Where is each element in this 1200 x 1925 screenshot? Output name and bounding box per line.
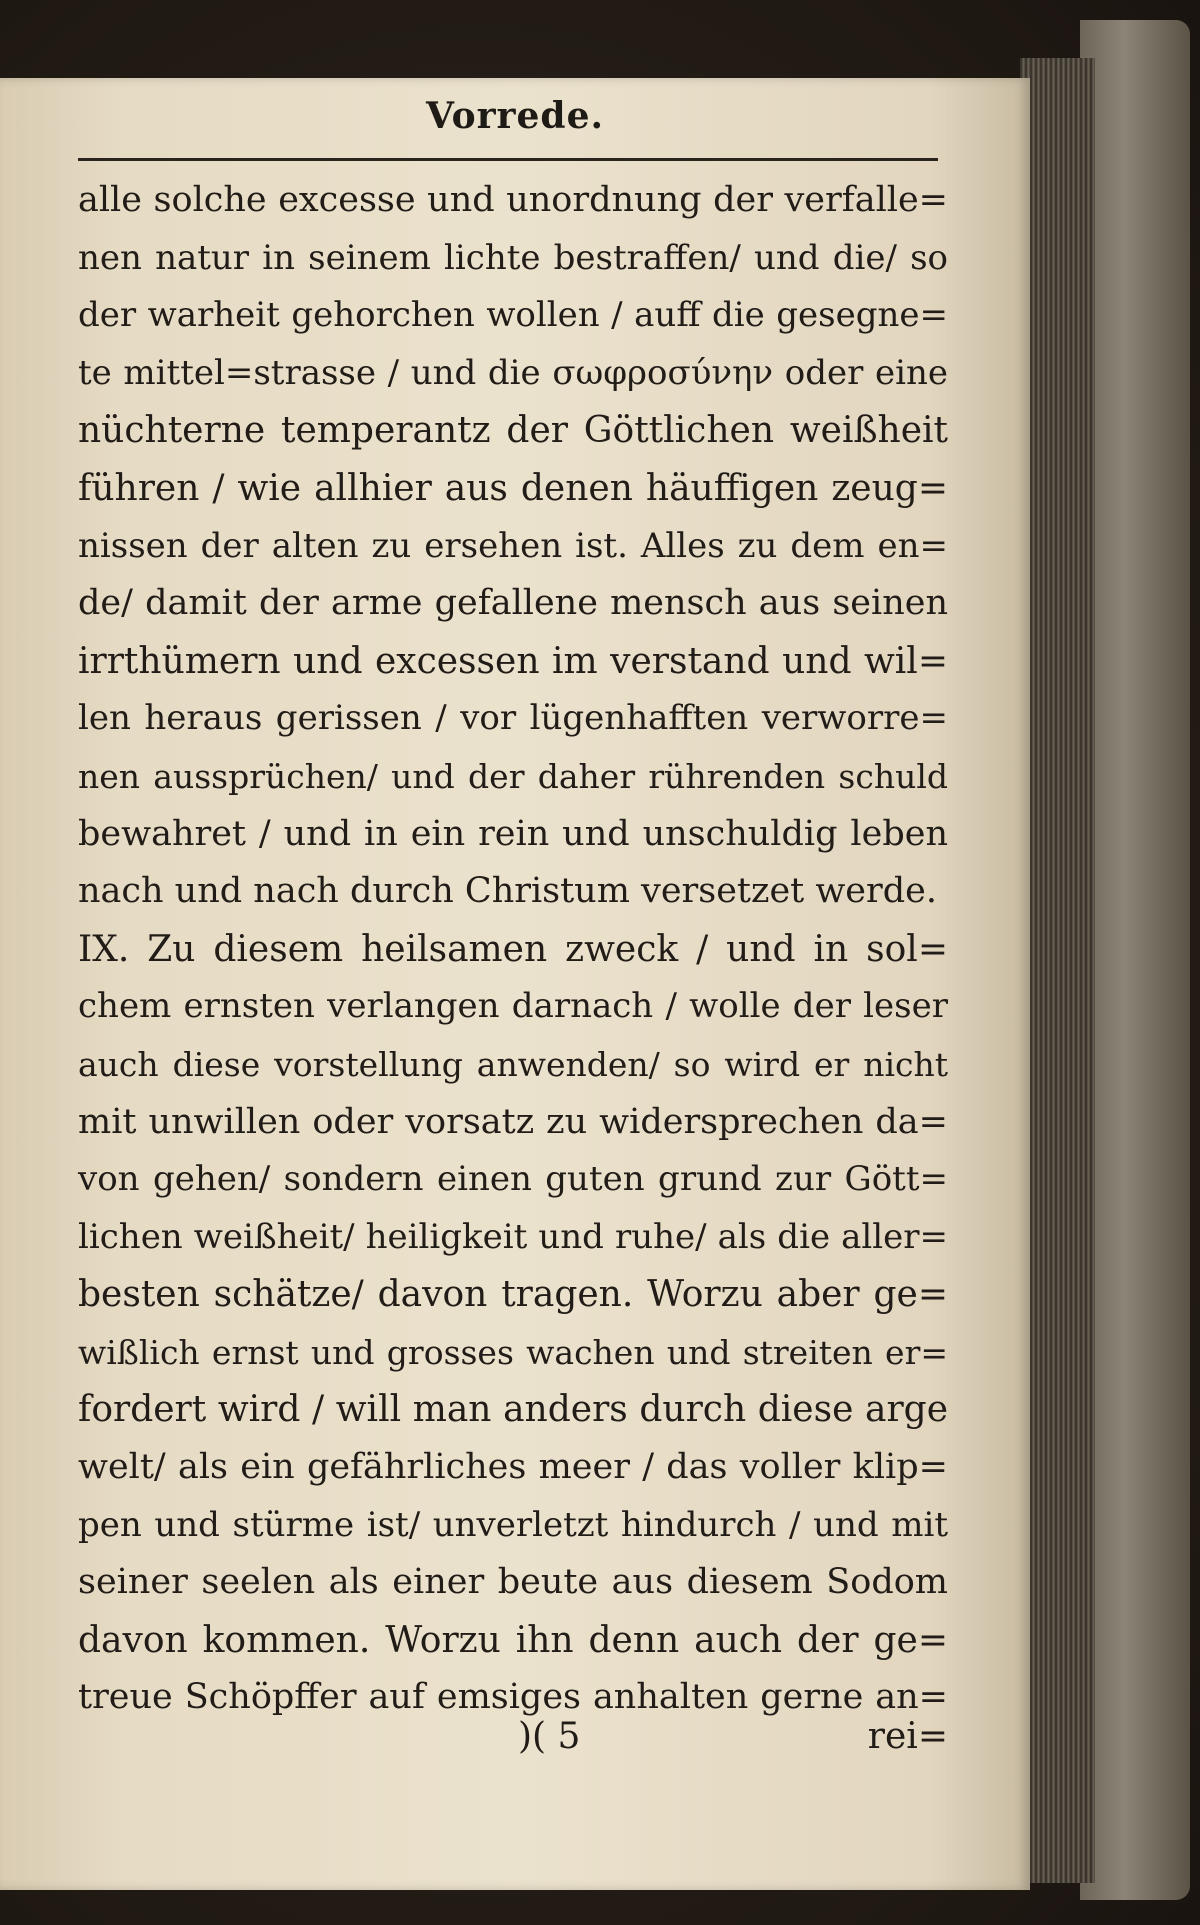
text-line: te mittel=strasse / und die σωφροσύνην oder eine [78, 352, 948, 393]
text-line: IX. Zu diesem heilsamen zweck / und in sol= [78, 928, 948, 970]
running-header: Vorrede. [425, 95, 605, 137]
text-line: chem ernsten verlangen darnach / wolle der leser [78, 986, 948, 1027]
text-line: besten schätze/ davon tragen. Worzu aber ge= [78, 1274, 948, 1316]
text-line: pen und stürme ist/ unverletzt hindurch / und mit [78, 1504, 948, 1545]
text-line: nissen der alten zu ersehen ist. Alles zu dem en= [78, 525, 948, 566]
book-cover [1080, 20, 1190, 1900]
page-block-edge [1020, 58, 1095, 1883]
text-line: von gehen/ sondern einen guten grund zur Gött= [78, 1159, 948, 1200]
text-line: irrthümern und excessen im verstand und wil= [78, 640, 948, 682]
text-line: davon kommen. Worzu ihn denn auch der ge= [78, 1619, 948, 1661]
text-line: alle solche excesse und unordnung der verfalle= [78, 180, 948, 220]
catchword: rei= [867, 1716, 948, 1757]
text-line: fordert wird / will man anders durch diese arge [78, 1389, 948, 1431]
text-line: de/ damit der arme gefallene mensch aus seinen [78, 583, 948, 624]
text-line: der warheit gehorchen wollen / auff die gesegne= [78, 295, 948, 336]
text-line: wißlich ernst und grosses wachen und streiten er= [78, 1332, 948, 1372]
header-rule [78, 158, 938, 161]
text-line: nüchterne temperantz der Göttlichen weißheit [78, 410, 948, 452]
text-line: nen natur in seinem lichte bestraffen/ und die/ so [78, 237, 948, 278]
body-text [78, 172, 948, 1727]
text-line: lichen weißheit/ heiligkeit und ruhe/ als die aller= [78, 1216, 948, 1257]
text-line: len heraus gerissen / vor lügenhafften verworre= [78, 698, 948, 739]
text-line: nen aussprüchen/ und der daher rührenden schuld [78, 756, 948, 796]
text-line: führen / wie allhier aus denen häuffigen zeug= [78, 467, 948, 509]
text-line: bewahret / und in ein rein und unschuldig leben [78, 813, 948, 854]
page-footer [78, 1716, 948, 1776]
text-line: mit unwillen oder vorsatz zu widersprechen da= [78, 1101, 948, 1142]
text-line: auch diese vorstellung anwenden/ so wird er nicht [78, 1044, 948, 1084]
text-line: treue Schöpffer auf emsiges anhalten gerne an= [78, 1677, 948, 1718]
signature-mark: )( 5 [518, 1716, 581, 1757]
text-line: nach und nach durch Christum versetzet werde. [78, 871, 937, 912]
text-line: seiner seelen als einer beute aus diesem Sodom [78, 1562, 948, 1603]
text-line: welt/ als ein gefährliches meer / das voller klip= [78, 1447, 948, 1488]
